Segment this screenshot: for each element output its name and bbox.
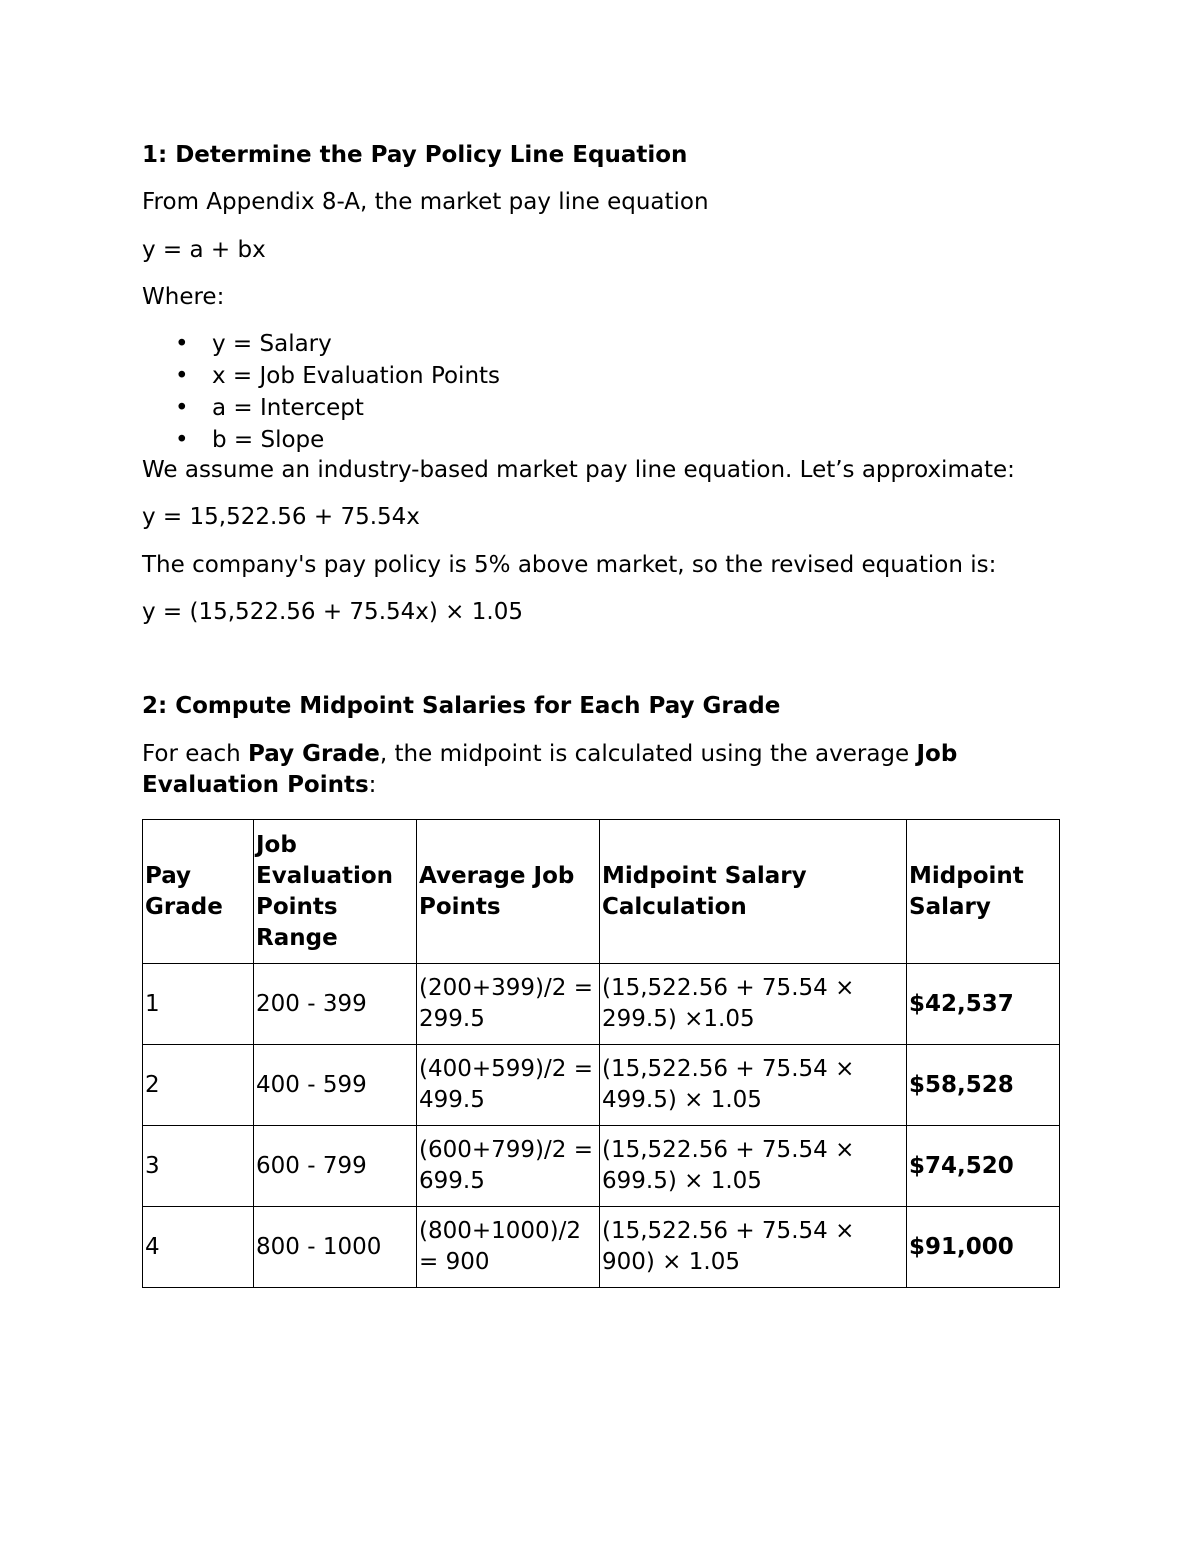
cell-calculation: (15,522.56 + 75.54 × 699.5) × 1.05: [600, 1126, 907, 1207]
cell-grade: 3: [143, 1126, 254, 1207]
revised-equation: y = (15,522.56 + 75.54x) × 1.05: [142, 599, 523, 625]
section-1-heading: 1: Determine the Pay Policy Line Equation: [142, 142, 688, 168]
cell-range: 800 - 1000: [254, 1207, 417, 1288]
general-equation: y = a + bx: [142, 237, 266, 263]
definition-text: y = Salary: [212, 331, 332, 357]
cell-grade: 2: [143, 1045, 254, 1126]
table-row: [143, 1045, 1060, 1126]
list-item: [142, 424, 500, 456]
intro-bold-job-points: Job Evaluation Points: [142, 741, 958, 798]
cell-range: 600 - 799: [254, 1126, 417, 1207]
intro-text: , the midpoint is calculated using the average: [379, 741, 917, 767]
bullet-icon: •: [175, 427, 189, 453]
header-pay-grade: Pay Grade: [143, 820, 254, 964]
list-item: [142, 360, 500, 392]
midpoint-intro-paragraph: [142, 739, 1042, 801]
list-item: [142, 392, 500, 424]
cell-range: 400 - 599: [254, 1045, 417, 1126]
cell-calculation: (15,522.56 + 75.54 × 299.5) ×1.05: [600, 964, 907, 1045]
bullet-icon: •: [175, 331, 189, 357]
cell-salary: $42,537: [907, 964, 1060, 1045]
assumption-text: We assume an industry-based market pay line equation. Let’s approximate:: [142, 457, 1015, 483]
bullet-icon: •: [175, 395, 189, 421]
header-points-range: Job Evaluation Points Range: [254, 820, 417, 964]
table-row: [143, 1207, 1060, 1288]
cell-salary: $91,000: [907, 1207, 1060, 1288]
table-header-row: [143, 820, 1060, 964]
cell-range: 200 - 399: [254, 964, 417, 1045]
policy-note: The company's pay policy is 5% above market, so the revised equation is:: [142, 552, 997, 578]
cell-calculation: (15,522.56 + 75.54 × 499.5) × 1.05: [600, 1045, 907, 1126]
cell-salary: $74,520: [907, 1126, 1060, 1207]
header-average-points: Average Job Points: [417, 820, 600, 964]
cell-average: (600+799)/2 = 699.5: [417, 1126, 600, 1207]
table-row: [143, 1126, 1060, 1207]
header-calculation: Midpoint Salary Calculation: [600, 820, 907, 964]
cell-salary: $58,528: [907, 1045, 1060, 1126]
where-label: Where:: [142, 284, 225, 310]
intro-text: :: [368, 772, 377, 798]
cell-grade: 1: [143, 964, 254, 1045]
header-midpoint-salary: Midpoint Salary: [907, 820, 1060, 964]
definition-text: b = Slope: [212, 427, 325, 453]
section-2-heading: 2: Compute Midpoint Salaries for Each Pay Grade: [142, 693, 781, 719]
cell-average: (800+1000)/2 = 900: [417, 1207, 600, 1288]
cell-average: (200+399)/2 = 299.5: [417, 964, 600, 1045]
market-equation: y = 15,522.56 + 75.54x: [142, 504, 420, 530]
midpoint-salary-table: [142, 819, 1060, 1288]
definition-text: a = Intercept: [212, 395, 364, 421]
cell-grade: 4: [143, 1207, 254, 1288]
table-row: [143, 964, 1060, 1045]
definition-text: x = Job Evaluation Points: [212, 363, 501, 389]
intro-bold-pay-grade: Pay Grade: [248, 741, 380, 767]
list-item: [142, 328, 500, 360]
market-line-intro: From Appendix 8-A, the market pay line equation: [142, 189, 709, 215]
intro-text: For each: [142, 741, 249, 767]
variable-definitions-list: [142, 328, 500, 456]
bullet-icon: •: [175, 363, 189, 389]
cell-calculation: (15,522.56 + 75.54 × 900) × 1.05: [600, 1207, 907, 1288]
cell-average: (400+599)/2 = 499.5: [417, 1045, 600, 1126]
